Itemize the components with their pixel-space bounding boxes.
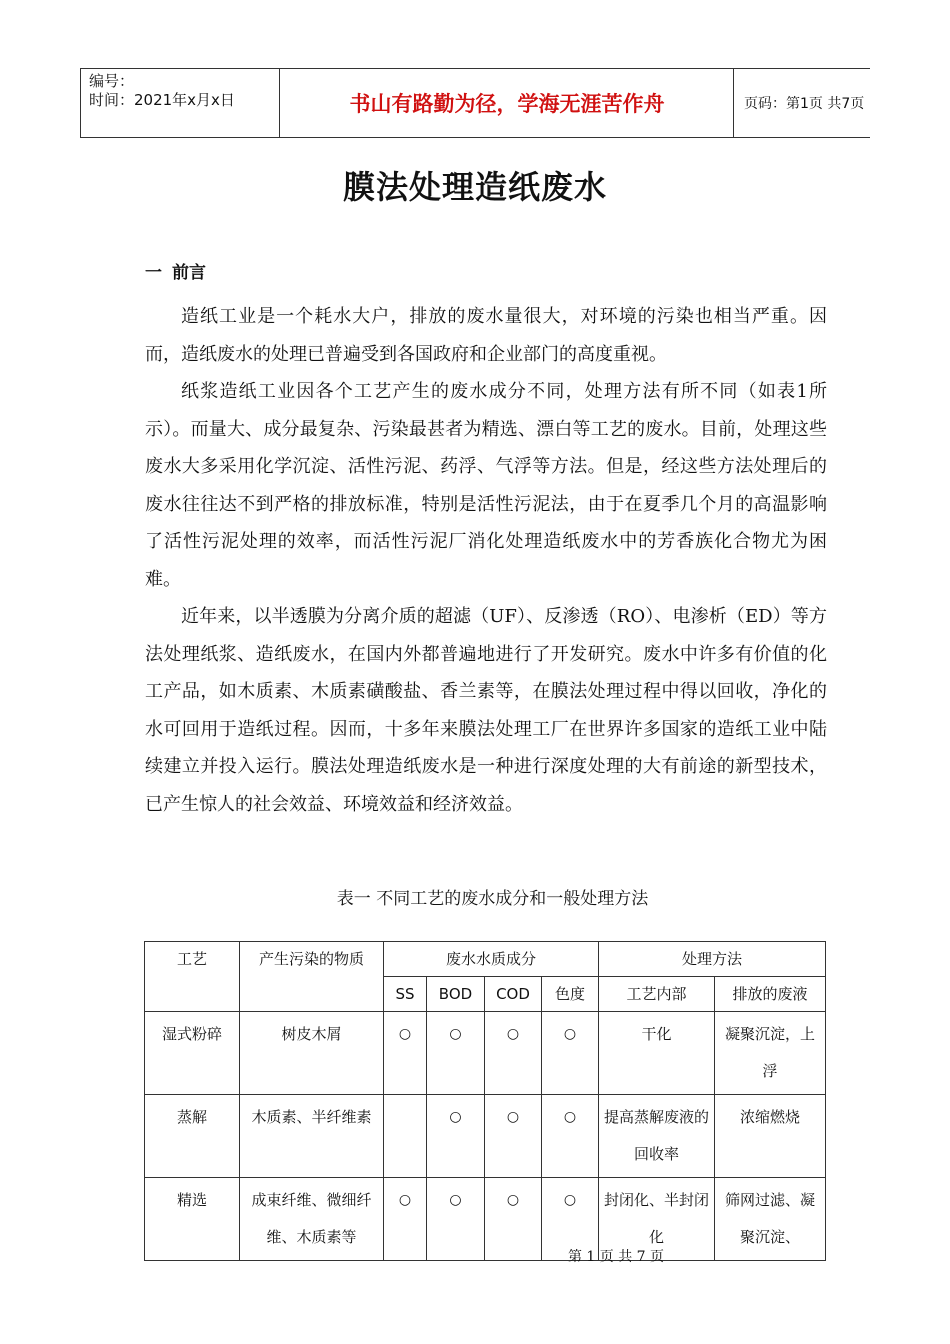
cell-discharge: 筛网过滤、凝聚沉淀、: [715, 1178, 826, 1261]
header-page-info: 页码：第1页 共7页: [744, 96, 865, 112]
paragraph-1: 造纸工业是一个耗水大户，排放的废水量很大，对环境的污染也相当严重。因而，造纸废水的处理已普遍受到各国政府和企业部门的高度重视。: [145, 306, 827, 365]
cell-pollutant: 成束纤维、微细纤维、木质素等: [240, 1178, 384, 1261]
cell-bod: ○: [427, 1012, 485, 1095]
table-header-row: [145, 942, 826, 977]
cell-bod: ○: [427, 1095, 485, 1178]
header-cod: COD: [485, 977, 542, 1012]
cell-discharge: 凝聚沉淀，上浮: [715, 1012, 826, 1095]
cell-color: ○: [542, 1095, 599, 1178]
document-title: 膜法处理造纸废水: [342, 168, 607, 206]
cell-cod: ○: [485, 1012, 542, 1095]
cell-ss: [384, 1095, 427, 1178]
section-number: 一: [145, 263, 162, 283]
header-bod: BOD: [427, 977, 485, 1012]
cell-process: 精选: [145, 1178, 240, 1261]
cell-ss: ○: [384, 1178, 427, 1261]
header-method: 处理方法: [599, 942, 826, 977]
header-motto: 书山有路勤为径，学海无涯苦作舟: [281, 69, 734, 137]
cell-color: ○: [542, 1012, 599, 1095]
body-text: [145, 298, 827, 823]
header-internal: 工艺内部: [599, 977, 715, 1012]
table-caption: 表一 不同工艺的废水成分和一般处理方法: [336, 889, 649, 909]
cell-cod: ○: [485, 1095, 542, 1178]
table-row: [145, 1012, 826, 1095]
cell-process: 蒸解: [145, 1095, 240, 1178]
paragraph-2: 纸浆造纸工业因各个工艺产生的废水成分不同，处理方法有所不同（如表1所示）。而量大、成分最复杂、污染最甚者为精选、漂白等工艺的废水。目前，处理这些废水大多采用化学沉淀、活性污泥、药浮、气浮等方法。但是，经这些方法处理后的废水往往达不到严格的排放标准，特别是活性污泥法，由于在夏季几个月的高温影响了活性污泥处理的效率，而活性污泥厂消化处理造纸废水中的芳香族化合物尤为困难。: [145, 381, 827, 590]
cell-process: 湿式粉碎: [145, 1012, 240, 1095]
header-pollutant: 产生污染的物质: [240, 942, 384, 1012]
paragraph-3: 近年来，以半透膜为分离介质的超滤（UF）、反渗透（RO）、电渗析（ED）等方法处理纸浆、造纸废水，在国内外都普遍地进行了开发研究。废水中许多有价值的化工产品，如木质素、木质素磺酸盐、香兰素等，在膜法处理过程中得以回收，净化的水可回用于造纸过程。因而，十多年来膜法处理工厂在世界许多国家的造纸工业中陆续建立并投入运行。膜法处理造纸废水是一种进行深度处理的大有前途的新型技术，已产生惊人的社会效益、环境效益和经济效益。: [145, 606, 827, 815]
header-ss: SS: [384, 977, 427, 1012]
cell-pollutant: 木质素、半纤维素: [240, 1095, 384, 1178]
page-header: [80, 68, 870, 138]
doc-number-label: 编号：: [89, 72, 135, 90]
cell-pollutant: 树皮木屑: [240, 1012, 384, 1095]
cell-color: ○: [542, 1178, 599, 1261]
header-meta: [80, 69, 280, 137]
cell-ss: ○: [384, 1012, 427, 1095]
section-title: 前言: [172, 263, 206, 283]
cell-internal: 干化: [599, 1012, 715, 1095]
table-row: [145, 1095, 826, 1178]
doc-time-label: 时间：2021年x月x日: [89, 91, 235, 109]
header-quality: 废水水质成分: [384, 942, 599, 977]
header-process: 工艺: [145, 942, 240, 1012]
cell-discharge: 浓缩燃烧: [715, 1095, 826, 1178]
header-discharge: 排放的废液: [715, 977, 826, 1012]
header-color: 色度: [542, 977, 599, 1012]
section-heading: [145, 258, 206, 283]
cell-cod: ○: [485, 1178, 542, 1261]
wastewater-table: [144, 941, 826, 1261]
cell-internal: 封闭化、半封闭化: [599, 1178, 715, 1261]
cell-bod: ○: [427, 1178, 485, 1261]
page-footer: 第 1 页 共 7 页: [567, 1249, 665, 1265]
cell-internal: 提高蒸解废液的回收率: [599, 1095, 715, 1178]
